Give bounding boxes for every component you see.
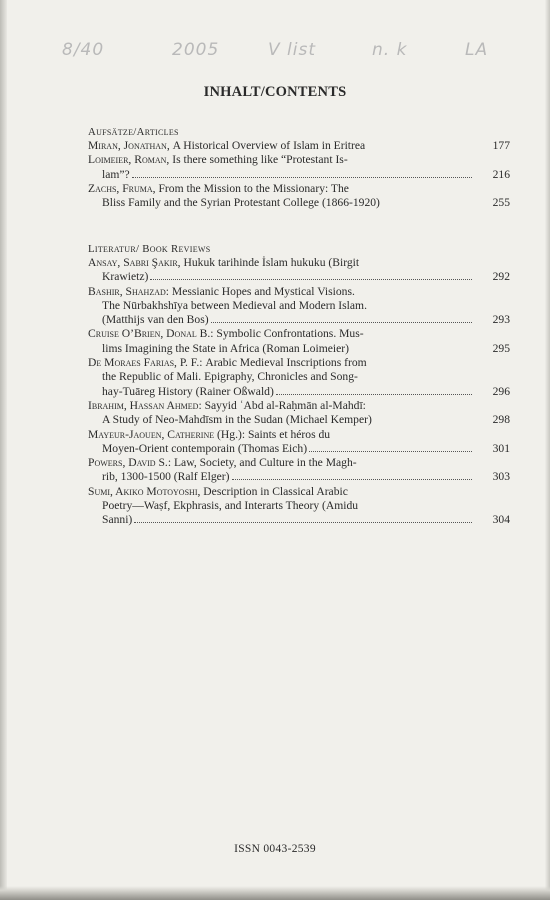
toc-entry <box>88 327 510 356</box>
toc-entry-line <box>88 442 510 456</box>
toc-entry-title: A Study of Neo-Mahdīsm in the Sudan (Michael Kemper) <box>102 413 372 427</box>
leader-dots <box>211 322 472 323</box>
toc-entry-line <box>88 285 510 299</box>
toc-entry-line <box>88 470 510 484</box>
toc-entry-author: Ansay, Sabri Şakir, <box>88 256 181 269</box>
toc-entry-page-number: 303 <box>492 470 510 484</box>
toc-entry-title: Bliss Family and the Syrian Protestant College (1866-1920) <box>102 196 380 210</box>
toc-entry-line <box>88 370 510 384</box>
toc-entry <box>88 285 510 328</box>
toc-entry-line <box>88 499 510 513</box>
toc-entry-title: A Historical Overview of Islam in Eritrea <box>172 139 366 152</box>
toc-entry-title: Symbolic Confrontations. Mus- <box>216 327 364 341</box>
toc-entry-title: Messianic Hopes and Mystical Visions. <box>171 284 355 298</box>
toc-entry-line <box>88 399 510 413</box>
toc-entry-title: Moyen-Orient contemporain (Thomas Eich) <box>102 441 308 455</box>
toc-entry <box>88 153 510 182</box>
toc-entry-author: Cruise O’Brien, Donal B.: <box>88 327 214 341</box>
toc-entry-title: From the Mission to the Missionary: The <box>158 181 349 195</box>
handwritten-note: V list <box>268 40 317 60</box>
toc-entry-line <box>88 139 510 153</box>
toc-entry-title: Krawietz) <box>102 270 149 284</box>
handwritten-note: LA <box>465 40 489 60</box>
toc-entry-page-number: 177 <box>492 139 510 152</box>
toc-entry-author: De Moraes Farias, P. F.: <box>88 356 203 370</box>
handwritten-note: 8/40 <box>62 40 105 60</box>
page-title: INHALT/CONTENTS <box>203 84 347 100</box>
leader-dots <box>276 394 472 395</box>
toc-entry-title: Law, Society, and Culture in the Magh- <box>173 456 357 470</box>
toc-entry-page-number: 298 <box>492 413 510 427</box>
toc-entry-author: Sumi, Akiko Motoyoshi, <box>88 484 201 498</box>
toc-entry-title: (Hg.): Saints et héros du <box>217 427 331 441</box>
toc-entry-title: The Nūrbakhshīya between Medieval and Modern Islam. <box>102 298 367 312</box>
leader-dots <box>134 522 472 523</box>
articles-section <box>88 125 510 210</box>
toc-entry-line <box>88 327 510 341</box>
toc-entry <box>88 456 510 485</box>
toc-entry-title: rib, 1300-1500 (Ralf Elger) <box>102 470 230 484</box>
toc-entry-title: Poetry—Waṣf, Ekphrasis, and Interarts Theory (Amidu <box>102 499 359 513</box>
leader-dots <box>150 279 472 280</box>
toc-entry-author: Loimeier, Roman, <box>88 153 170 167</box>
toc-entry-title: (Matthijs van den Bos) <box>102 313 209 327</box>
toc-entry-line <box>88 342 510 356</box>
section-heading: Aufsätze/Articles <box>88 126 179 138</box>
toc-entry-title: Hukuk tarihinde İslam hukuku (Birgit <box>183 256 360 269</box>
toc-entry-line <box>88 485 510 499</box>
toc-entry-title: the Republic of Mali. Epigraphy, Chronicles and Song- <box>102 370 358 384</box>
toc-entry-line <box>88 168 510 182</box>
toc-entry-page-number: 296 <box>492 384 510 398</box>
toc-entry-line <box>88 413 510 427</box>
toc-entry-page-number: 292 <box>492 270 510 284</box>
toc-entry-page-number: 216 <box>492 167 510 181</box>
reviews-section <box>88 242 510 528</box>
toc-entry-title: Arabic Medieval Inscriptions from <box>205 356 367 370</box>
toc-entry-author: Bashir, Shahzad: <box>88 284 169 298</box>
toc-entry-line <box>88 270 510 284</box>
toc-entry-line <box>88 313 510 327</box>
toc-entry-title: Description in Classical Arabic <box>203 484 348 498</box>
page-edge-shadow-left <box>0 0 7 900</box>
toc-entry-author: Mayeur-Jaouen, Catherine <box>88 427 215 441</box>
toc-entry-author: Miran, Jonathan, <box>88 139 170 152</box>
toc-entry <box>88 399 510 428</box>
toc-entry-page-number: 293 <box>492 313 510 327</box>
toc-entry-line <box>88 428 510 442</box>
toc-entry-line <box>88 356 510 370</box>
page-edge-shadow-right <box>545 0 550 900</box>
toc-entry-title: hay-Tuāreg History (Rainer Oßwald) <box>102 384 274 398</box>
toc-entry-author: Zachs, Fruma, <box>88 181 156 195</box>
toc-entry-line <box>88 513 510 527</box>
handwritten-note: n. k <box>372 40 408 60</box>
page-edge-shadow-bottom <box>0 886 550 900</box>
handwritten-note: 2005 <box>172 40 220 60</box>
toc-entry <box>88 256 510 285</box>
section-heading: Literatur/ Book Reviews <box>88 243 211 255</box>
toc-entry-title: Sayyid ʿAbd al-Raḥmān al-Mahdī: <box>204 398 366 412</box>
toc-entry-line <box>88 456 510 470</box>
toc-entry <box>88 139 510 153</box>
toc-entry-line <box>88 196 510 210</box>
leader-dots <box>309 451 472 452</box>
toc-entry <box>88 356 510 399</box>
toc-entry-title: Is there something like “Protestant Is- <box>172 153 348 167</box>
toc-entry-line <box>88 153 510 167</box>
toc-entry <box>88 485 510 528</box>
toc-entry-author: Ibrahim, Hassan Ahmed: <box>88 398 202 412</box>
toc-entry-line <box>88 182 510 196</box>
toc-entry-page-number: 304 <box>492 513 510 527</box>
toc-entry-title: lam”? <box>102 167 130 181</box>
leader-dots <box>132 177 472 178</box>
toc-entry-line <box>88 256 510 270</box>
toc-entry-page-number: 301 <box>492 441 510 455</box>
toc-entry <box>88 182 510 211</box>
leader-dots <box>232 479 473 480</box>
toc-entry-page-number: 255 <box>492 196 510 210</box>
toc-entry-line <box>88 299 510 313</box>
toc-entry-author: Powers, David S.: <box>88 456 172 470</box>
toc-entry-line <box>88 385 510 399</box>
handwritten-annotations <box>0 40 550 80</box>
toc-entry-title: lims Imagining the State in Africa (Roman Loimeier) <box>102 341 349 355</box>
toc-entry-page-number: 295 <box>492 341 510 355</box>
issn-number: ISSN 0043-2539 <box>234 843 316 855</box>
toc-entry-title: Sanni) <box>102 513 133 527</box>
toc-entry <box>88 428 510 457</box>
